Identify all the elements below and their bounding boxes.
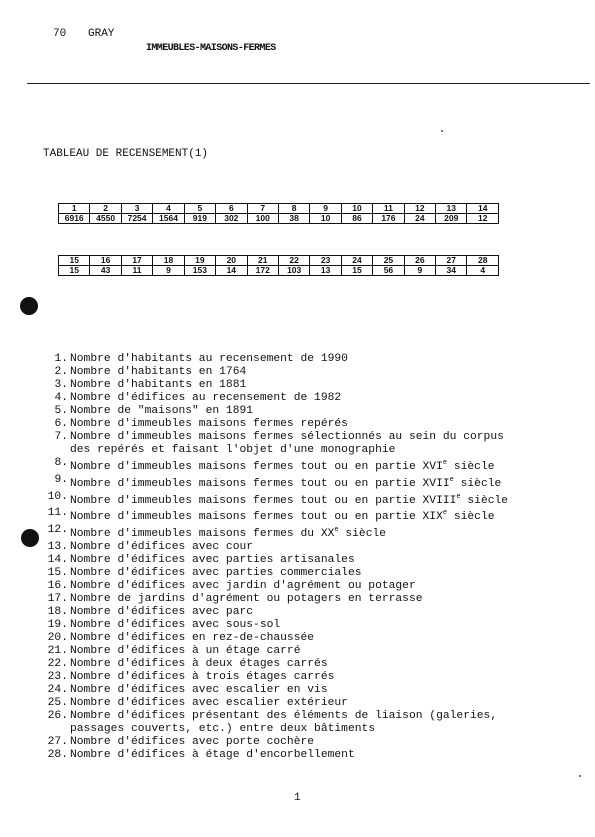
census-value-cell: 9 — [404, 266, 435, 276]
census-header-cell: 22 — [278, 256, 309, 266]
legend-item — [34, 491, 586, 508]
census-value-row — [59, 214, 499, 224]
legend-number: 20. — [47, 631, 68, 644]
legend-item — [34, 554, 586, 567]
legend-text: Nombre d'immeubles maisons fermes tout ou en partie XVIIe siècle — [70, 475, 502, 490]
legend-text: Nombre d'immeubles maisons fermes tout ou en partie XVIIIe siècle — [70, 492, 509, 507]
census-value-cell: 9 — [153, 266, 184, 276]
legend-item — [34, 353, 586, 366]
legend-item — [34, 366, 586, 379]
legend-number: 17. — [47, 592, 68, 605]
legend-number: 4. — [54, 392, 68, 404]
census-value-cell: 86 — [341, 214, 372, 224]
legend-item — [34, 606, 586, 619]
census-header-cell: 19 — [184, 256, 215, 266]
legend-number: 13. — [47, 540, 68, 553]
census-value-cell: 7254 — [121, 214, 152, 224]
legend-item — [34, 710, 586, 736]
census-value-cell: 172 — [247, 266, 278, 276]
census-header-cell: 8 — [278, 204, 309, 214]
legend-item — [34, 567, 586, 580]
city-name: GRAY — [88, 28, 115, 40]
scan-speck — [441, 130, 443, 132]
legend-item — [34, 619, 586, 632]
page-number: 70 — [53, 28, 67, 40]
legend-number: 6. — [54, 418, 68, 430]
census-value-cell: 12 — [467, 214, 499, 224]
legend-number: 23. — [47, 670, 68, 683]
census-header-cell: 5 — [184, 204, 215, 214]
legend-text: Nombre d'édifices avec escalier extérieur — [70, 696, 348, 709]
census-header-cell: 11 — [373, 204, 404, 214]
census-header-row — [59, 204, 499, 214]
census-header-cell: 4 — [153, 204, 184, 214]
legend-number: 19. — [47, 618, 68, 631]
legend-number: 27. — [47, 735, 68, 748]
census-value-cell: 4550 — [90, 214, 121, 224]
legend-number: 12. — [47, 524, 68, 537]
legend-number: 11. — [47, 507, 68, 520]
page-title: IMMEUBLES-MAISONS-FERMES — [146, 43, 276, 54]
census-header-cell: 25 — [373, 256, 404, 266]
legend-number: 26. — [47, 709, 68, 722]
census-header-row — [59, 256, 499, 266]
census-value-cell: 100 — [247, 214, 278, 224]
legend-number: 9. — [54, 473, 68, 486]
census-header-cell: 9 — [310, 204, 341, 214]
census-header-cell: 16 — [90, 256, 121, 266]
legend-text: Nombre d'édifices à deux étages carrés — [70, 657, 328, 670]
census-value-cell: 6916 — [59, 214, 90, 224]
legend-text: Nombre d'édifices avec cour — [70, 540, 254, 553]
legend-number: 2. — [54, 366, 68, 378]
legend-number: 15. — [47, 566, 68, 579]
legend-text: Nombre d'édifices avec parties commerciales — [70, 566, 362, 579]
legend-item — [34, 379, 586, 392]
census-header-cell: 3 — [121, 204, 152, 214]
legend-number: 21. — [47, 644, 68, 657]
punch-hole-dot — [20, 297, 38, 315]
legend-text: Nombre d'édifices à un étage carré — [70, 644, 301, 657]
legend-item — [34, 507, 586, 524]
census-value-cell: 209 — [436, 214, 467, 224]
legend-text: Nombre d'édifices en rez-de-chaussée — [70, 631, 315, 644]
legend-text: Nombre d'immeubles maisons fermes repérés — [70, 418, 348, 430]
legend-text: Nombre d'habitants en 1881 — [70, 379, 247, 391]
footer-page-number: 1 — [294, 792, 301, 804]
legend-text: Nombre de jardins d'agrément ou potagers en terrasse — [70, 592, 423, 605]
census-header-cell: 26 — [404, 256, 435, 266]
census-value-cell: 56 — [373, 266, 404, 276]
legend-item — [34, 697, 586, 710]
legend-text: Nombre d'édifices à trois étages carrés — [70, 670, 335, 683]
legend-text: Nombre d'immeubles maisons fermes sélectionnés au sein du corpus des repérés et faisant l'objet d'une monographie — [70, 431, 504, 456]
census-header-cell: 20 — [216, 256, 247, 266]
legend-item — [34, 431, 586, 457]
census-header-cell: 7 — [247, 204, 278, 214]
legend-text: Nombre d'édifices au recensement de 1982 — [70, 392, 342, 404]
census-header-cell: 18 — [153, 256, 184, 266]
legend-text: Nombre d'édifices à étage d'encorbellement — [70, 748, 355, 761]
legend-item — [34, 684, 586, 697]
legend-number: 10. — [47, 490, 68, 503]
census-header-cell: 28 — [467, 256, 499, 266]
census-value-cell: 10 — [310, 214, 341, 224]
header-rule — [27, 83, 590, 84]
legend-text: Nombre d'édifices avec jardin d'agrément ou potager — [70, 579, 416, 592]
census-value-cell: 14 — [216, 266, 247, 276]
census-value-cell: 15 — [341, 266, 372, 276]
legend-number: 25. — [47, 696, 68, 709]
legend-item — [34, 541, 586, 554]
census-header-cell: 13 — [436, 204, 467, 214]
census-value-cell: 919 — [184, 214, 215, 224]
census-value-cell: 43 — [90, 266, 121, 276]
legend-number: 7. — [54, 431, 68, 443]
census-value-row — [59, 266, 499, 276]
legend-item — [34, 418, 586, 431]
census-value-cell: 103 — [278, 266, 309, 276]
census-header-cell: 10 — [341, 204, 372, 214]
census-header-cell: 12 — [404, 204, 435, 214]
legend-number: 28. — [47, 748, 68, 761]
census-header-cell: 6 — [216, 204, 247, 214]
legend-number: 14. — [47, 553, 68, 566]
legend-text: Nombre d'habitants au recensement de 1990 — [70, 353, 348, 365]
legend-number: 16. — [47, 579, 68, 592]
legend-item — [34, 524, 586, 541]
legend-text: Nombre d'immeubles maisons fermes tout ou en partie XIXe siècle — [70, 509, 495, 524]
legend-text: Nombre d'habitants en 1764 — [70, 366, 247, 378]
legend-text: Nombre d'édifices avec sous-sol — [70, 618, 281, 631]
census-table-1 — [58, 203, 499, 224]
legend-item — [34, 658, 586, 671]
census-value-cell: 34 — [436, 266, 467, 276]
legend-item — [34, 749, 586, 762]
legend-text: Nombre d'édifices avec parc — [70, 605, 254, 618]
legend-item — [34, 632, 586, 645]
census-header-cell: 1 — [59, 204, 90, 214]
legend-item — [34, 405, 586, 418]
legend-text: Nombre de "maisons" en 1891 — [70, 405, 254, 417]
census-value-cell: 4 — [467, 266, 499, 276]
legend-text: Nombre d'immeubles maisons fermes tout ou en partie XVIe siècle — [70, 459, 495, 473]
legend-item — [34, 593, 586, 606]
census-value-cell: 1564 — [153, 214, 184, 224]
legend-number: 8. — [54, 457, 68, 469]
census-value-cell: 176 — [373, 214, 404, 224]
census-header-cell: 2 — [90, 204, 121, 214]
legend-text: Nombre d'édifices présentant des éléments de liaison (galeries, passages couverts, etc.) entre deux bâtiments — [70, 709, 498, 735]
legend-item — [34, 736, 586, 749]
legend-list — [34, 353, 586, 762]
census-value-cell: 11 — [121, 266, 152, 276]
census-header-cell: 21 — [247, 256, 278, 266]
census-value-cell: 153 — [184, 266, 215, 276]
census-header-cell: 27 — [436, 256, 467, 266]
scan-speck — [579, 775, 581, 777]
legend-number: 3. — [54, 379, 68, 391]
census-value-cell: 13 — [310, 266, 341, 276]
legend-number: 5. — [54, 405, 68, 417]
legend-number: 22. — [47, 657, 68, 670]
census-header-cell: 23 — [310, 256, 341, 266]
census-table-2 — [58, 255, 499, 276]
census-value-cell: 15 — [59, 266, 90, 276]
census-value-cell: 24 — [404, 214, 435, 224]
census-header-cell: 17 — [121, 256, 152, 266]
census-header-cell: 14 — [467, 204, 499, 214]
legend-text: Nombre d'édifices avec porte cochère — [70, 735, 315, 748]
legend-text: Nombre d'immeubles maisons fermes du XXe siècle — [70, 526, 387, 540]
legend-item — [34, 645, 586, 658]
legend-number: 1. — [54, 353, 68, 365]
census-header-cell: 15 — [59, 256, 90, 266]
legend-item — [34, 474, 586, 491]
legend-number: 24. — [47, 683, 68, 696]
table-caption: TABLEAU DE RECENSEMENT(1) — [43, 148, 209, 160]
census-header-cell: 24 — [341, 256, 372, 266]
legend-item — [34, 457, 586, 474]
legend-item — [34, 671, 586, 684]
legend-item — [34, 580, 586, 593]
census-value-cell: 38 — [278, 214, 309, 224]
census-value-cell: 302 — [216, 214, 247, 224]
legend-number: 18. — [47, 605, 68, 618]
legend-text: Nombre d'édifices avec parties artisanales — [70, 553, 355, 566]
legend-text: Nombre d'édifices avec escalier en vis — [70, 683, 328, 696]
legend-item — [34, 392, 586, 405]
